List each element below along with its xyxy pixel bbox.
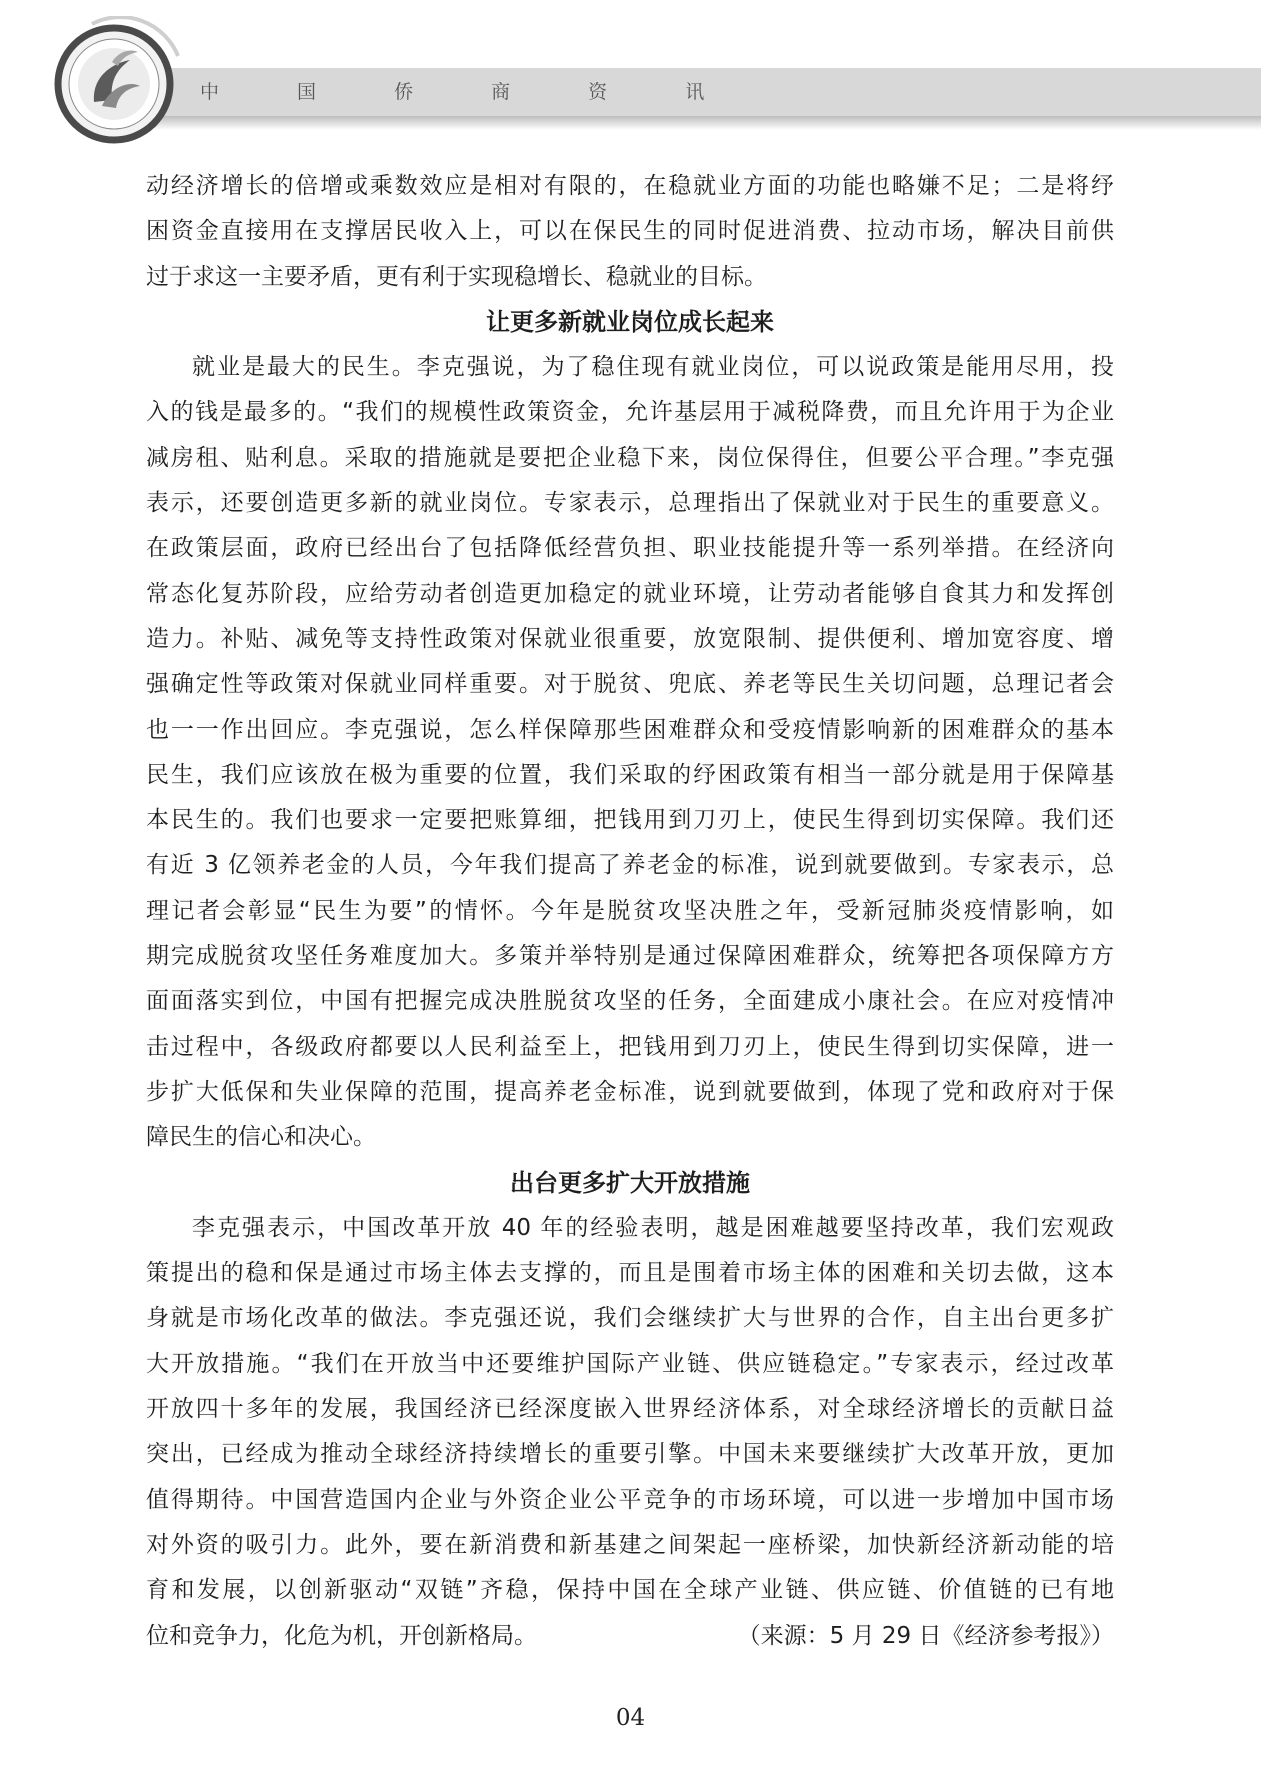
text-line: 本民生的。我们也要求一定要把账算细，把钱用到刀刃上，使民生得到切实保障。我们还 bbox=[146, 807, 1114, 834]
text-line: 开放四十多年的发展，我国经济已经深度嵌入世界经济体系，对全球经济增长的贡献日益 bbox=[146, 1396, 1114, 1423]
text-line: 步扩大低保和失业保障的范围，提高养老金标准，说到就要做到，体现了党和政府对于保 bbox=[146, 1078, 1114, 1105]
header-title: 中 国 侨 商 资 讯 bbox=[200, 81, 741, 103]
text-line: 动经济增长的倍增或乘数效应是相对有限的，在稳就业方面的功能也略嫌不足；二是将纾 bbox=[146, 173, 1114, 199]
text-line: 突出，已经成为推动全球经济持续增长的重要引擎。中国未来要继续扩大改革开放，更加 bbox=[146, 1441, 1114, 1468]
text-line: 障民生的信心和决心。 bbox=[146, 1124, 376, 1151]
text-line: 常态化复苏阶段，应给劳动者创造更加稳定的就业环境，让劳动者能够自食其力和发挥创 bbox=[146, 580, 1114, 607]
section-paragraph bbox=[146, 1206, 1114, 1659]
text-line: 造力。补贴、减免等支持性政策对保就业很重要，放宽限制、提供便利、增加宽容度、增 bbox=[146, 625, 1114, 652]
text-line: 育和发展，以创新驱动“双链”齐稳，保持中国在全球产业链、供应链、价值链的已有地 bbox=[146, 1577, 1114, 1604]
header-band-shadow bbox=[150, 116, 1261, 130]
text-line: 对外资的吸引力。此外，要在新消费和新基建之间架起一座桥梁，加快新经济新动能的培 bbox=[146, 1531, 1114, 1558]
text-line: 也一一作出回应。李克强说，怎么样保障那些困难群众和受疫情影响新的困难群众的基本 bbox=[146, 716, 1114, 743]
text-line: 身就是市场化改革的做法。李克强还说，我们会继续扩大与世界的合作，自主出台更多扩 bbox=[146, 1305, 1114, 1332]
source-citation: （来源：5 月 29 日《经济参考报》） bbox=[737, 1622, 1114, 1649]
section-paragraph bbox=[146, 345, 1114, 1160]
text-line: 期完成脱贫攻坚任务难度加大。多策并举特别是通过保障困难群众，统筹把各项保障方方 bbox=[146, 943, 1114, 970]
publication-logo bbox=[52, 16, 180, 146]
section-heading: 让更多新就业岗位成长起来 bbox=[486, 307, 774, 336]
article-body bbox=[146, 164, 1114, 1659]
text-line: 困资金直接用在支撑居民收入上，可以在保民生的同时促进消费、拉动市场，解决目前供 bbox=[146, 218, 1114, 245]
text-line: 入的钱是最多的。“我们的规模性政策资金，允许基层用于减税降费，而且允许用于为企业 bbox=[146, 399, 1114, 426]
text-line: 有近 3 亿领养老金的人员，今年我们提高了养老金的标准，说到就要做到。专家表示，总 bbox=[146, 852, 1114, 879]
text-line: 民生，我们应该放在极为重要的位置，我们采取的纾困政策有相当一部分就是用于保障基 bbox=[146, 761, 1114, 788]
text-line: 减房租、贴利息。采取的措施就是要把企业稳下来，岗位保得住，但要公平合理。”李克强 bbox=[146, 444, 1114, 471]
text-line: 面面落实到位，中国有把握完成决胜脱贫攻坚的任务，全面建成小康社会。在应对疫情冲 bbox=[146, 988, 1114, 1015]
text-line: 策提出的稳和保是通过市场主体去支撑的，而且是围着市场主体的困难和关切去做，这本 bbox=[146, 1260, 1114, 1287]
text-line: 强确定性等政策对保就业同样重要。对于脱贫、兜底、养老等民生关切问题，总理记者会 bbox=[146, 671, 1114, 698]
text-line: 表示，还要创造更多新的就业岗位。专家表示，总理指出了保就业对于民生的重要意义。 bbox=[146, 490, 1114, 517]
text-line: 位和竞争力，化危为机，开创新格局。 bbox=[146, 1622, 537, 1649]
text-line: 过于求这一主要矛盾，更有利于实现稳增长、稳就业的目标。 bbox=[146, 263, 767, 290]
closing-line bbox=[146, 1614, 1114, 1659]
section-heading: 出台更多扩大开放措施 bbox=[510, 1168, 750, 1197]
text-line: 李克强表示，中国改革开放 40 年的经验表明，越是困难越要坚持改革，我们宏观政 bbox=[192, 1214, 1114, 1241]
text-line: 在政策层面，政府已经出台了包括降低经营负担、职业技能提升等一系列举措。在经济向 bbox=[146, 535, 1114, 562]
page-number: 04 bbox=[615, 1705, 646, 1731]
text-line: 击过程中，各级政府都要以人民利益至上，把钱用到刀刃上，使民生得到切实保障，进一 bbox=[146, 1033, 1114, 1060]
intro-paragraph bbox=[146, 164, 1114, 300]
text-line: 值得期待。中国营造国内企业与外资企业公平竞争的市场环境，可以进一步增加中国市场 bbox=[146, 1486, 1114, 1513]
text-line: 大开放措施。“我们在开放当中还要维护国际产业链、供应链稳定。”专家表示，经过改革 bbox=[146, 1350, 1114, 1377]
text-line: 理记者会彰显“民生为要”的情怀。今年是脱贫攻坚决胜之年，受新冠肺炎疫情影响，如 bbox=[146, 897, 1114, 924]
text-line: 就业是最大的民生。李克强说，为了稳住现有就业岗位，可以说政策是能用尽用，投 bbox=[192, 354, 1114, 381]
